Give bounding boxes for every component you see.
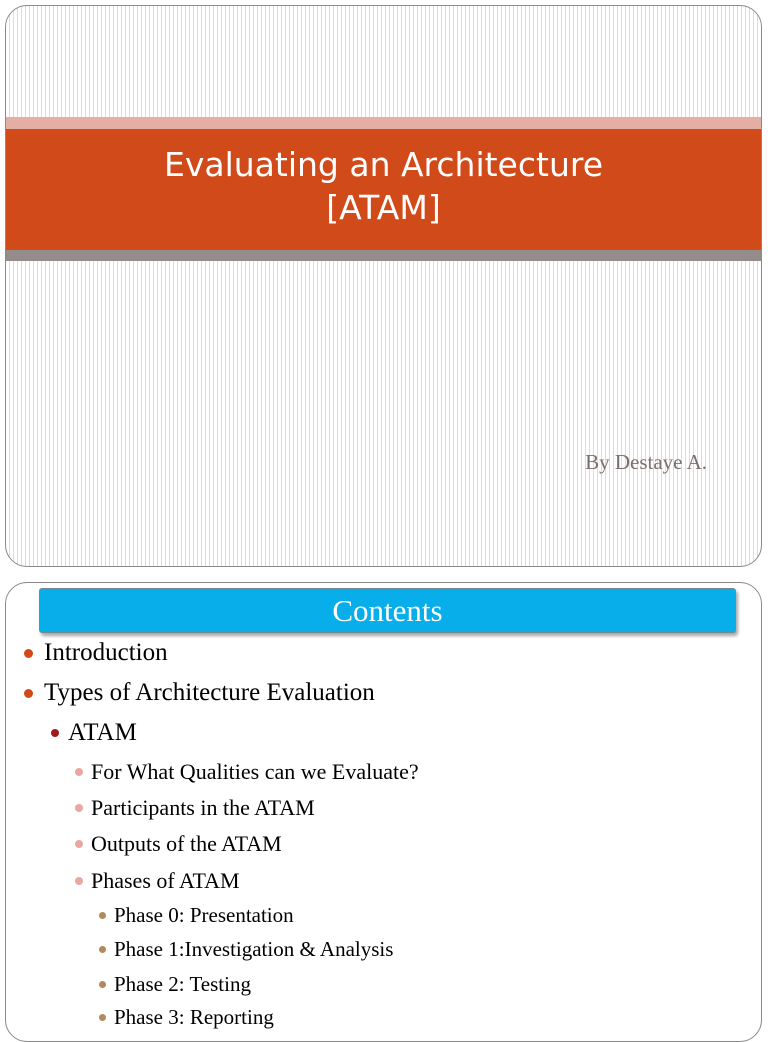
contents-heading: Contents	[39, 588, 736, 633]
list-item	[68, 719, 137, 747]
list-item	[91, 868, 240, 894]
bullet-dot-icon	[99, 946, 106, 953]
title-slide	[5, 5, 762, 567]
bullet-dot-icon	[99, 1014, 106, 1021]
slide-title-line-1: Evaluating an Architecture	[163, 145, 604, 184]
bullet-dot-icon	[75, 877, 83, 885]
list-item-text: Phase 3: Reporting	[114, 1005, 274, 1029]
list-item	[114, 903, 294, 928]
slide-title-line-2: [ATAM]	[326, 188, 441, 227]
list-item-text: Phase 2: Testing	[114, 972, 251, 996]
list-item	[114, 1005, 274, 1030]
bullet-dot-icon	[75, 804, 83, 812]
list-item-text: Types of Architecture Evaluation	[44, 679, 375, 706]
list-item-text: Phase 1:Investigation & Analysis	[114, 937, 394, 961]
list-item	[114, 972, 251, 997]
bullet-dot-icon	[24, 689, 33, 698]
bullet-dot-icon	[75, 840, 83, 848]
bullet-dot-icon	[75, 768, 83, 776]
title-band-top-stripe	[6, 117, 761, 129]
list-item-text: ATAM	[68, 719, 137, 746]
list-item	[91, 795, 315, 821]
list-item-text: Outputs of the ATAM	[91, 831, 282, 856]
title-band	[6, 129, 761, 250]
bullet-dot-icon	[51, 729, 59, 737]
bullet-dot-icon	[99, 912, 106, 919]
list-item	[44, 639, 168, 667]
list-item	[91, 831, 282, 857]
list-item-text: Phase 0: Presentation	[114, 903, 294, 927]
list-item	[114, 937, 393, 962]
list-item	[91, 759, 419, 785]
bullet-dot-icon	[24, 649, 33, 658]
contents-slide	[5, 582, 762, 1042]
author-subtitle: By Destaye A.	[585, 450, 707, 474]
contents-list	[6, 583, 761, 1041]
list-item-text: Introduction	[44, 639, 168, 666]
list-item-text: For What Qualities can we Evaluate?	[91, 759, 419, 784]
list-item-text: Participants in the ATAM	[91, 795, 315, 820]
bullet-dot-icon	[99, 981, 106, 988]
list-item	[44, 679, 375, 707]
list-item-text: Phases of ATAM	[91, 868, 240, 893]
title-band-bottom-stripe	[6, 250, 761, 261]
